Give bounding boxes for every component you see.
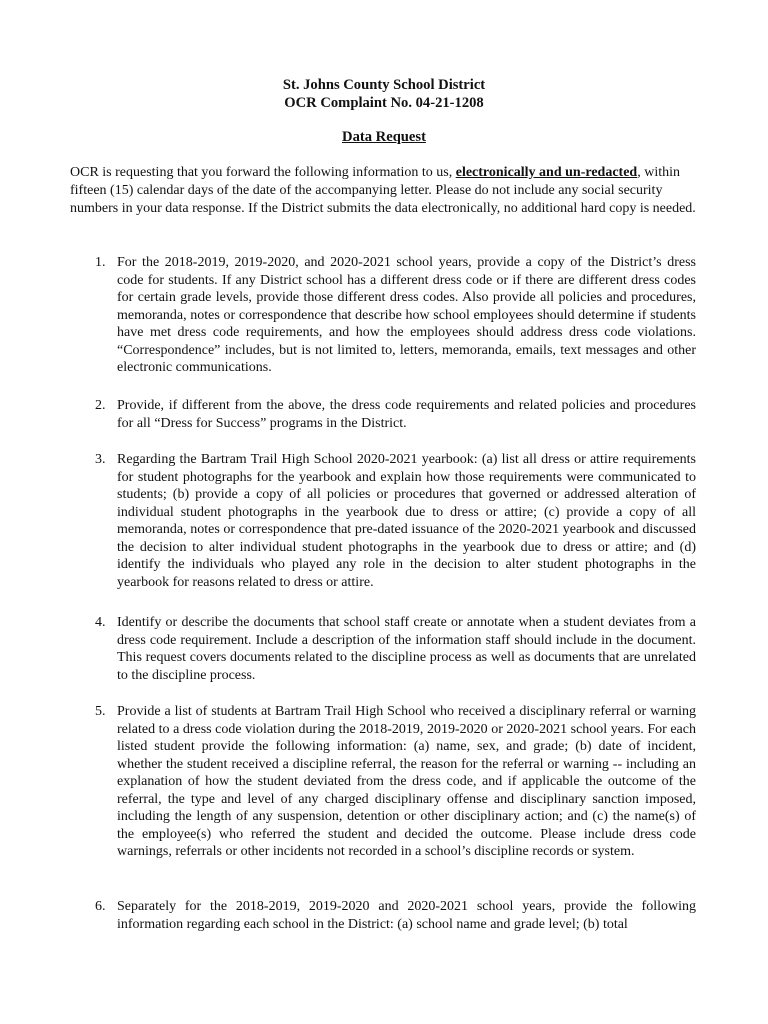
district-name: St. Johns County School District <box>282 77 486 93</box>
intro-text-start: OCR is requesting that you forward the following information to us, <box>70 165 456 180</box>
request-item <box>70 451 696 591</box>
intro-text-end: , within fifteen (15) calendar days of the date of the accompanying letter. Please do not include any social security numbers in your data response. If the District submits the data electronically, no additional hard copy is needed. <box>70 165 696 216</box>
request-item <box>70 254 696 377</box>
item-number: 2. <box>95 398 106 413</box>
document-title: Data Request <box>342 129 426 145</box>
request-item <box>70 614 696 684</box>
request-item <box>70 898 696 933</box>
item-text: Regarding the Bartram Trail High School 2020-2021 yearbook: (a) list all dress or attire requirements for student photographs for the yearbook and explain how those requirements were communicated to students; (b) provide a copy of all policies or procedures that governed or addressed alteration of individual student photographs in the yearbook due to dress or attire; (c) provide a copy of all memoranda, notes or correspondence that pre-dated issuance of the 2020-2021 yearbook and discussed the decision to alter individual student photographs in the yearbook due to dress or attire; and (d) identify the individuals who played any role in the decision to alter student photographs in the yearbook for reasons related to dress or attire. <box>117 452 696 590</box>
request-item <box>70 703 696 861</box>
item-number: 3. <box>95 452 106 467</box>
item-text: Identify or describe the documents that school staff create or annotate when a student deviates from a dress code requirement. Include a description of the information staff should include in the document. This request covers documents related to the discipline process as well as documents that are unrelated to the discipline process. <box>117 615 696 683</box>
intro-paragraph <box>70 164 696 218</box>
item-text: Provide a list of students at Bartram Trail High School who received a disciplinary referral or warning related to a dress code violation during the 2018-2019, 2019-2020 or 2020-2021 school years. For each listed student provide the following information: (a) name, sex, and grade; (b) date of incident, whether the student received a discipline referral, the reason for the referral or warning -- including an explanation of how the student deviated from the dress code, and if applicable the outcome of the referral, the type and level of any charged disciplinary offense and disciplinary sanction imposed, including the length of any suspension, detention or other disciplinary action; and (c) the name(s) of the employee(s) who referred the student and decided the outcome. Please include dress code warnings, referrals or other incidents not recorded in a school’s discipline records or system. <box>117 704 696 859</box>
item-number: 4. <box>95 615 106 630</box>
item-number: 6. <box>95 899 106 914</box>
item-number: 5. <box>95 704 106 719</box>
item-text: For the 2018-2019, 2019-2020, and 2020-2021 school years, provide a copy of the District’s dress code for students. If any District school has a different dress code or if there are different dress codes for certain grade levels, provide those different dress codes. Also provide all policies and procedures, memoranda, notes or correspondence that describe how school employees should determine if students have met dress code requirements, and how the employees should address dress code violations. “Correspondence” includes, but is not limited to, letters, memoranda, emails, text messages and other electronic communications. <box>117 255 696 375</box>
item-text: Provide, if different from the above, the dress code requirements and related policies and procedures for all “Dress for Success” programs in the District. <box>117 398 696 431</box>
item-number: 1. <box>95 255 106 270</box>
item-text: Separately for the 2018-2019, 2019-2020 and 2020-2021 school years, provide the following information regarding each school in the District: (a) school name and grade level; (b) total <box>117 899 696 932</box>
intro-emphasis: electronically and un-redacted <box>455 165 638 180</box>
complaint-number: OCR Complaint No. 04-21-1208 <box>284 95 484 111</box>
request-item <box>70 397 696 432</box>
